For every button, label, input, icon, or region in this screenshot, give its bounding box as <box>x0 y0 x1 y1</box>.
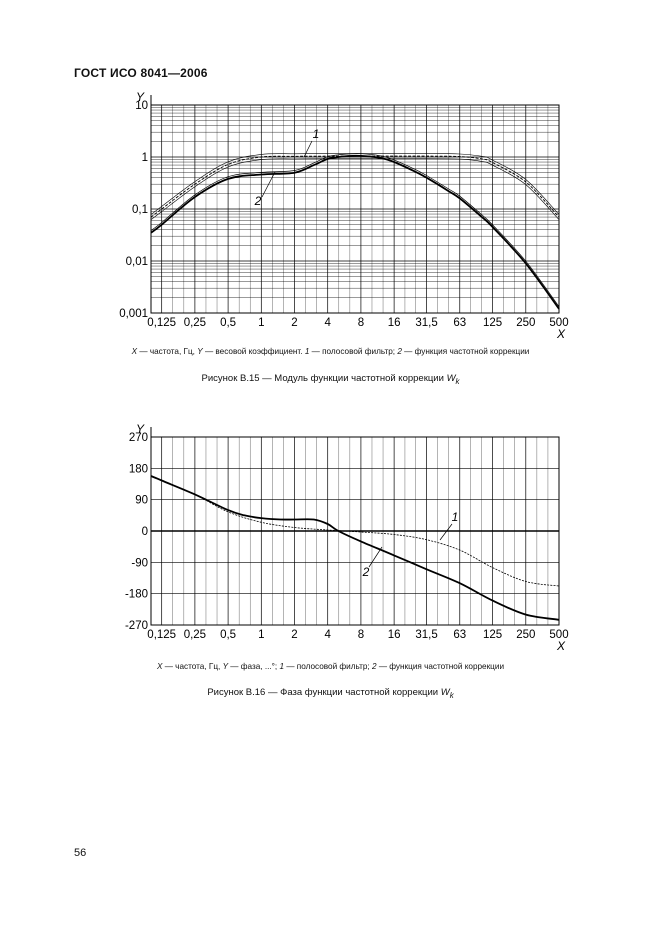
legend-2-text: — функция частотной коррекции <box>401 347 530 356</box>
legend-x-symbol: X <box>131 347 138 356</box>
page-number: 56 <box>74 847 87 859</box>
x-axis-label: X <box>556 327 566 340</box>
y-tick-label: 0,001 <box>119 308 148 320</box>
legend-x-symbol: X <box>156 662 163 671</box>
caption-subscript: k <box>455 376 460 386</box>
x-tick-label: 1 <box>258 317 265 329</box>
x-tick-label: 0,125 <box>147 317 177 329</box>
legend-2-text: — функция частотной коррекции <box>376 662 505 671</box>
x-tick-label: 16 <box>387 629 401 641</box>
series-2-line <box>151 476 559 620</box>
y-tick-label: 90 <box>135 494 148 507</box>
legend-1-text: — полосовой фильтр; <box>284 662 372 671</box>
y-tick-label: 0 <box>141 526 148 538</box>
series-1-label: 1 <box>451 510 459 524</box>
y-tick-label: 270 <box>128 432 148 444</box>
x-tick-label: 0,5 <box>220 629 237 641</box>
x-tick-label: 125 <box>482 629 503 641</box>
y-axis-label: Y <box>135 90 145 104</box>
y-tick-label: 180 <box>128 463 148 476</box>
legend-y-symbol: Y <box>222 662 229 671</box>
y-tick-label: 0,1 <box>132 204 148 216</box>
legend-2-number: 2 <box>371 662 377 671</box>
legend-x-text: — частота, Гц, <box>162 662 223 671</box>
y-tick-label: 0,01 <box>125 256 148 268</box>
x-tick-label: 500 <box>549 317 569 329</box>
legend-y-text: — фаза, ...°; <box>228 662 280 671</box>
x-tick-label: 0,25 <box>183 317 207 329</box>
x-tick-label: 500 <box>549 629 569 641</box>
x-tick-label: 250 <box>516 629 536 641</box>
x-tick-label: 8 <box>357 317 365 329</box>
x-tick-label: 1 <box>258 629 265 641</box>
y-tick-label: -270 <box>124 620 148 632</box>
legend-x-text: — частота, Гц, <box>137 347 198 356</box>
legend-1-number: 1 <box>304 347 310 356</box>
x-tick-label: 63 <box>453 629 467 641</box>
x-tick-label: 2 <box>291 317 298 329</box>
legend-1-number: 1 <box>279 662 285 671</box>
caption-symbol: W <box>446 373 456 384</box>
x-tick-label: 4 <box>324 317 331 329</box>
series-2-label: 2 <box>254 194 262 208</box>
x-tick-label: 63 <box>453 317 467 329</box>
x-tick-label: 31,5 <box>415 629 438 641</box>
legend-2-number: 2 <box>397 347 402 356</box>
series-2-label: 2 <box>362 565 370 579</box>
x-tick-label: 0,5 <box>220 317 237 329</box>
figure2-caption <box>0 687 661 700</box>
x-tick-label: 0,25 <box>183 629 207 641</box>
y-tick-label: 10 <box>135 100 148 112</box>
caption-text: Рисунок В.16 — Фаза функции частотной коррекции <box>207 687 441 698</box>
x-tick-label: 4 <box>324 629 331 641</box>
callout-leader-line <box>440 524 452 540</box>
series-1-label: 1 <box>312 127 320 141</box>
x-tick-label: 0,125 <box>147 629 177 641</box>
y-axis-label: Y <box>135 422 145 436</box>
legend-1-text: — полосовой фильтр; <box>309 347 398 356</box>
y-tick-label: -90 <box>131 557 148 570</box>
y-tick-label: 1 <box>141 152 148 164</box>
legend-y-text: — весовой коэффициент. <box>202 347 305 356</box>
caption-subscript: k <box>449 690 454 700</box>
figure2-legend <box>0 662 661 671</box>
x-tick-label: 31,5 <box>415 317 438 329</box>
y-tick-label: -180 <box>124 588 148 601</box>
x-tick-label: 2 <box>291 629 298 641</box>
x-tick-label: 125 <box>482 317 503 329</box>
x-axis-label: X <box>556 639 566 653</box>
document-header: ГОСТ ИСО 8041—2006 <box>74 66 208 80</box>
caption-symbol: W <box>440 687 450 698</box>
x-tick-label: 8 <box>357 629 365 641</box>
legend-y-symbol: Y <box>197 347 203 356</box>
caption-text: Рисунок В.15 — Модуль функции частотной коррекции <box>201 373 447 384</box>
x-tick-label: 250 <box>516 317 536 329</box>
callout-leader-line <box>369 547 382 567</box>
x-tick-label: 16 <box>387 317 401 329</box>
